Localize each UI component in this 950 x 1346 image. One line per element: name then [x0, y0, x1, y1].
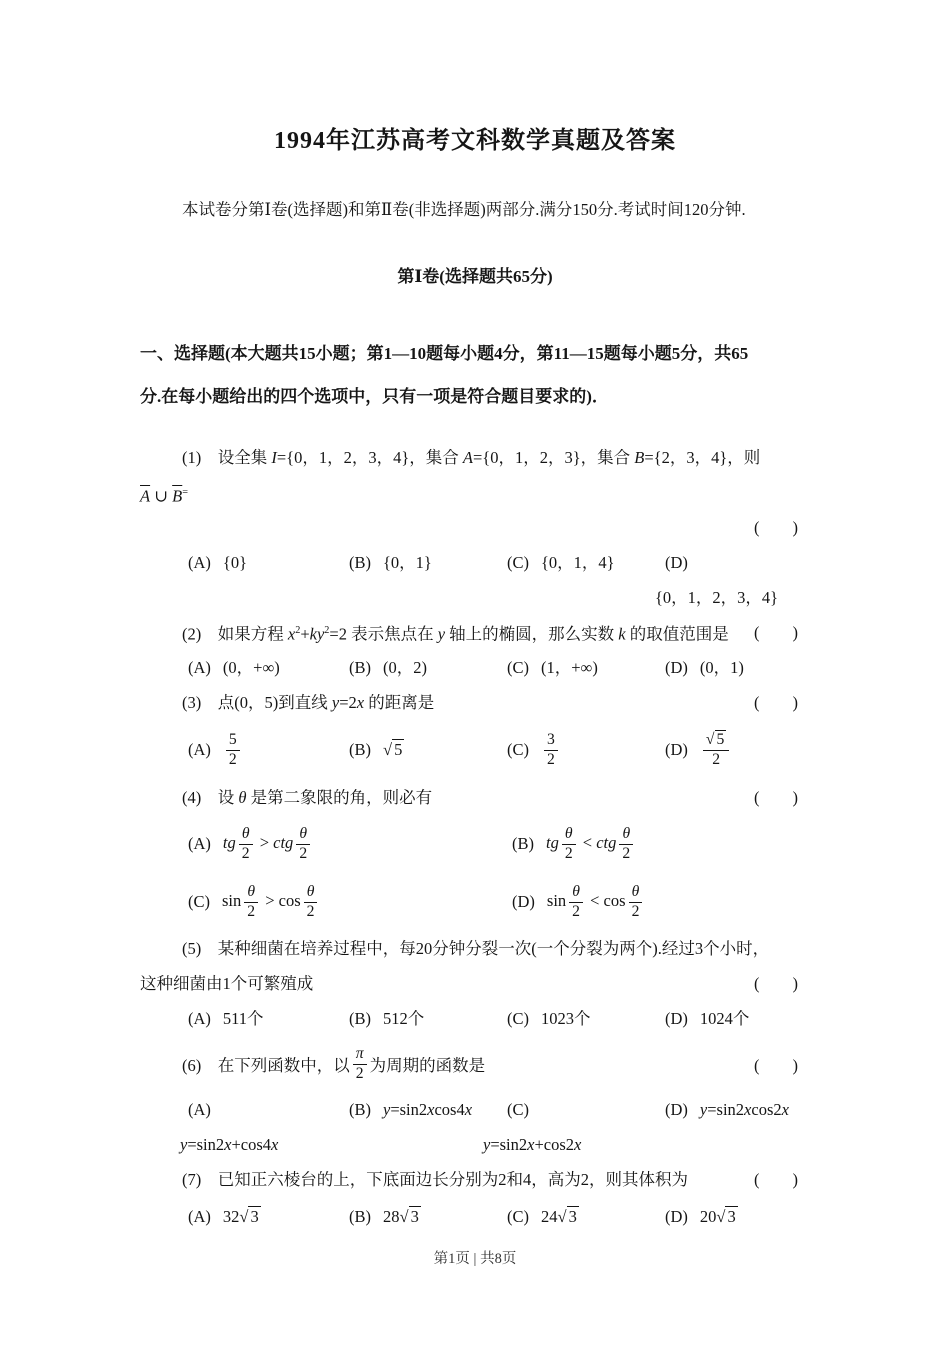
option-c-value: $\frac{3}{2}$: [541, 731, 561, 770]
option-b-value: 28√ 3: [383, 1207, 419, 1226]
option-a: [188, 1207, 349, 1227]
option-b-label: (B): [349, 658, 371, 677]
question-7: [140, 1162, 810, 1237]
option-a-value: {0}: [222, 553, 247, 572]
answer-bracket: ( ): [754, 518, 798, 537]
option-d-value: 20√ 3: [699, 1207, 736, 1226]
option-a-label: (A): [188, 658, 211, 677]
option-c-label: (C): [507, 658, 529, 677]
question-5: [140, 931, 810, 1036]
option-c: [507, 1001, 665, 1036]
question-3-options: [140, 720, 810, 780]
section1-heading: [140, 332, 810, 418]
question-3: [140, 685, 810, 780]
option-a-value: tg $\frac{\theta}{2}$ > ctg $\frac{\theta}{2}$: [223, 825, 313, 864]
option-b: [512, 825, 810, 864]
option-c-value: {0，1，4}: [541, 553, 615, 572]
option-d-label: (D): [512, 892, 535, 911]
option-c-value: sin $\frac{\theta}{2}$ > cos $\frac{\theta}{2}$: [222, 883, 320, 922]
question-3-stem-row: [140, 685, 810, 720]
option-b: [349, 650, 507, 685]
option-c: [507, 650, 665, 685]
option-d: [665, 1001, 810, 1036]
option-a: [188, 731, 349, 770]
option-b-label: (B): [512, 834, 534, 853]
option-b: [349, 1092, 507, 1127]
question-4-stem-row: [140, 780, 810, 815]
question-5-stem-line1: (5) 某种细菌在培养过程中，每20分钟分裂一次(一个分裂为两个).经过3个小时，: [182, 939, 770, 958]
option-a-value-wrap: y=sin2x+cos4x: [180, 1135, 279, 1154]
question-list: [140, 440, 810, 1237]
question-4-options-row2: [140, 873, 810, 931]
option-d: [665, 1207, 810, 1227]
question-4-options-row1: [140, 815, 810, 873]
option-c: [188, 883, 512, 922]
option-c-label: (C): [507, 1009, 529, 1028]
option-c: [507, 1207, 665, 1227]
option-b-label: (B): [349, 1100, 371, 1119]
option-d-label: (D): [665, 553, 688, 572]
option-c: [507, 1092, 665, 1127]
option-a: [188, 1001, 349, 1036]
option-a: [188, 545, 349, 580]
option-a-value: 32√ 3: [222, 1207, 259, 1226]
option-b-label: (B): [349, 553, 371, 572]
question-4-stem: (4) 设 θ 是第二象限的角，则必有: [182, 788, 433, 807]
option-d-value: $\frac{√ 5}{2}$: [700, 731, 732, 770]
option-b-label: (B): [349, 1009, 371, 1028]
option-d-label: (D): [665, 1009, 688, 1028]
question-2-options: [140, 650, 810, 685]
option-a: [188, 1092, 349, 1127]
answer-bracket: ( ): [754, 1056, 798, 1075]
part1-heading: 第Ⅰ卷(选择题共65分): [397, 267, 553, 286]
question-6-options: [140, 1092, 810, 1127]
question-2: [140, 615, 810, 685]
option-a-value: 511个: [222, 1009, 264, 1028]
option-d: [665, 650, 810, 685]
page-title: 1994年江苏高考文科数学真题及答案: [274, 128, 676, 154]
option-d-value: y=sin2xcos2x: [699, 1100, 789, 1119]
question-1-options: [140, 545, 810, 580]
question-4: [140, 780, 810, 931]
answer-bracket: ( ): [754, 693, 798, 712]
option-b-value: 512个: [383, 1009, 425, 1028]
question-1-stem: (1) 设全集 I={0，1，2，3，4}，集合 A={0，1，2，3}，集合 B={2，3，4}，则: [182, 448, 761, 467]
option-c-label: (C): [507, 1207, 529, 1226]
option-d-label: (D): [665, 740, 688, 759]
answer-bracket: ( ): [754, 788, 798, 807]
question-1-expression: $\overline{A}$ ∪ $\overline{B}^=$: [140, 486, 189, 506]
option-b-label: (B): [349, 1207, 371, 1226]
option-c-value-wrap: y=sin2x+cos2x: [483, 1135, 582, 1154]
option-b-label: (B): [349, 740, 371, 759]
option-d: [665, 731, 810, 770]
option-c-label: (C): [188, 892, 210, 911]
exam-intro-paragraph: 本试卷分第Ⅰ卷(选择题)和第Ⅱ卷(非选择题)两部分.满分150分.考试时间120分钟.: [182, 200, 746, 219]
option-d: [665, 1092, 810, 1127]
option-c-value: 1023个: [541, 1009, 591, 1028]
option-d-value: sin $\frac{\theta}{2}$ < cos $\frac{\theta}{2}$: [547, 883, 645, 922]
option-c: [507, 545, 665, 580]
option-d-label: (D): [665, 1100, 688, 1119]
option-d-value: 1024个: [699, 1009, 750, 1028]
section1-heading-line2: 分.在每小题给出的四个选项中，只有一项是符合题目要求的)．: [140, 387, 609, 406]
question-6-stem-row: [140, 1036, 810, 1092]
question-5-stem-line2-row: [140, 966, 810, 1001]
answer-bracket: ( ): [754, 1170, 798, 1189]
option-c-value: 24√ 3: [541, 1207, 577, 1226]
option-a-label: (A): [188, 1207, 211, 1226]
question-6: [140, 1036, 810, 1162]
option-a: [188, 825, 512, 864]
question-1-option-d-wrap: {0，1，2，3，4}: [655, 588, 779, 607]
option-a-label: (A): [188, 553, 211, 572]
answer-bracket: ( ): [754, 974, 798, 993]
option-a-label: (A): [188, 740, 211, 759]
option-d-value: (0，1): [699, 658, 744, 677]
question-5-options: [140, 1001, 810, 1036]
option-d: [512, 883, 810, 922]
option-b-value: {0，1}: [383, 553, 432, 572]
option-b-value: tg $\frac{\theta}{2}$ < ctg $\frac{\theta}{2}$: [546, 825, 636, 864]
option-b-value: (0，2): [383, 658, 427, 677]
question-2-stem-row: [140, 615, 810, 650]
question-6-stem: (6) 在下列函数中，以 $\frac{\pi}{2}$ 为周期的函数是: [182, 1044, 486, 1082]
option-b: [349, 740, 507, 760]
option-c: [507, 731, 665, 770]
option-b-value: √ 5: [383, 740, 403, 759]
option-c-label: (C): [507, 740, 529, 759]
option-b-value: y=sin2xcos4x: [383, 1100, 473, 1119]
question-7-stem-row: [140, 1162, 810, 1197]
question-5-stem-line2: 这种细菌由1个可繁殖成: [140, 974, 314, 993]
option-a-label: (A): [188, 1009, 211, 1028]
question-3-stem: (3) 点(0，5)到直线 y=2x 的距离是: [182, 693, 435, 712]
option-a: [188, 650, 349, 685]
option-a-value: $\frac{5}{2}$: [223, 731, 243, 770]
option-a-label: (A): [188, 1100, 211, 1119]
option-b: [349, 545, 507, 580]
option-a-label: (A): [188, 834, 211, 853]
option-c-label: (C): [507, 553, 529, 572]
question-6-option-wraps: [140, 1127, 810, 1162]
section1-heading-line1: 一、选择题(本大题共15小题；第1—10题每小题4分，第11—15题每小题5分，共65: [140, 344, 749, 363]
option-c-value: (1，+∞): [541, 658, 598, 677]
option-a-value: (0，+∞): [222, 658, 280, 677]
question-7-stem: (7) 已知正六棱台的上，下底面边长分别为2和4，高为2，则其体积为: [182, 1170, 688, 1189]
page-footer: 第1页 | 共8页: [433, 1251, 517, 1267]
option-b: [349, 1207, 507, 1227]
option-c-label: (C): [507, 1100, 529, 1119]
question-1: [140, 440, 810, 615]
option-d-label: (D): [665, 658, 688, 677]
question-7-options: [140, 1197, 810, 1237]
question-2-stem: (2) 如果方程 $x^2+ky^2=2$ 表示焦点在 y 轴上的椭圆，那么实数 k 的取值范围是: [182, 624, 729, 644]
option-d-label: (D): [665, 1207, 688, 1226]
option-b: [349, 1001, 507, 1036]
answer-bracket: ( ): [754, 623, 798, 642]
option-d: [665, 545, 810, 580]
question-1-answer-slot: [140, 510, 810, 545]
